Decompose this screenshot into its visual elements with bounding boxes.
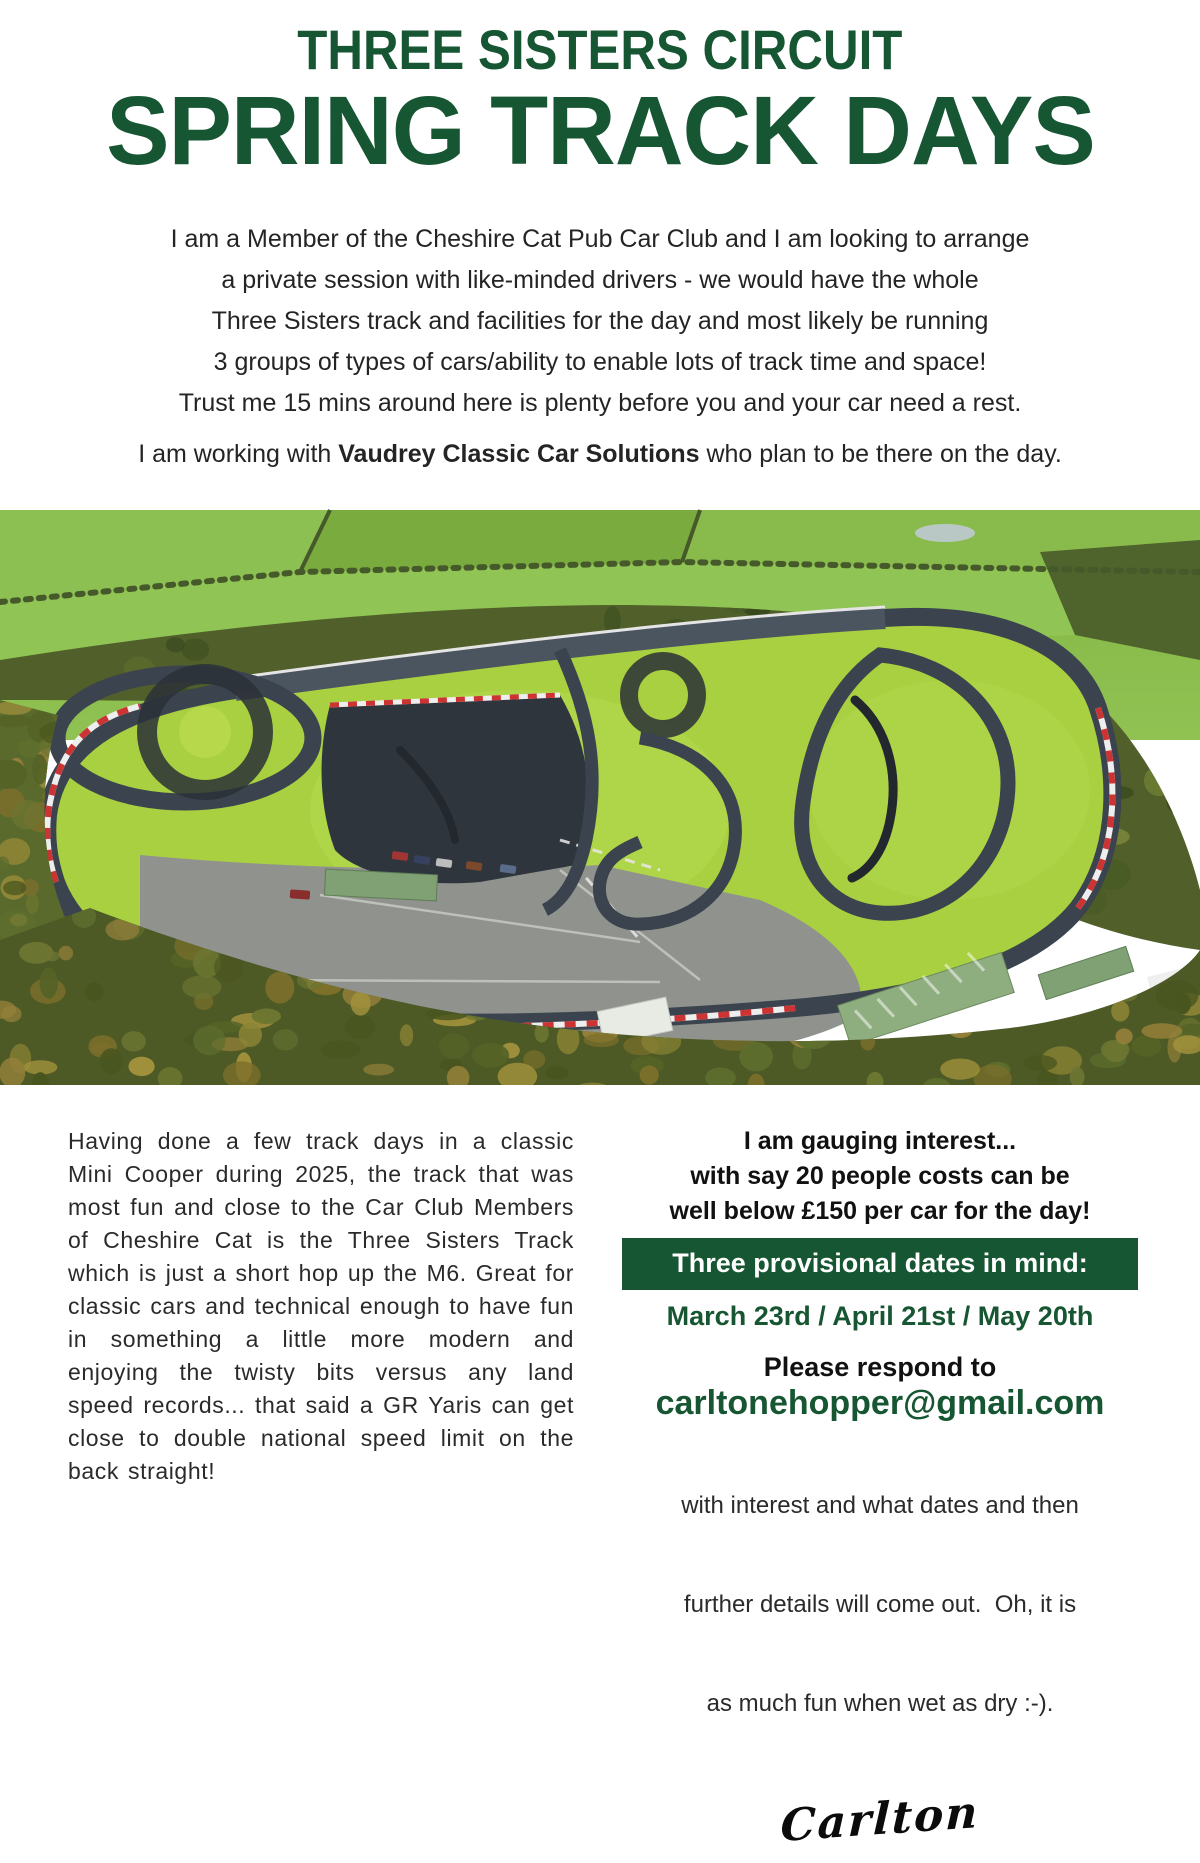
pond bbox=[915, 524, 975, 542]
intro-line: a private session with like-minded drivers - we would have the whole bbox=[221, 266, 979, 294]
page-subtitle: SPRING TRACK DAYS bbox=[105, 76, 1095, 185]
skid-circle-centre bbox=[179, 706, 231, 758]
intro-line: I am a Member of the Cheshire Cat Pub Car Club and I am looking to arrange bbox=[170, 225, 1030, 253]
signature: Carlton bbox=[779, 1786, 981, 1853]
interest-line: well below £150 per car for the day! bbox=[669, 1197, 1091, 1225]
followup-text bbox=[622, 1423, 1138, 1786]
tarmac-patch bbox=[322, 695, 589, 883]
intro-line: Trust me 15 mins around here is plenty before you and your car need a rest. bbox=[178, 389, 1022, 417]
partner-prefix: I am working with bbox=[138, 440, 339, 468]
followup-line: with interest and what dates and then bbox=[681, 1492, 1079, 1519]
followup-line: as much fun when wet as dry :-). bbox=[706, 1690, 1054, 1717]
interest-heading bbox=[622, 1124, 1138, 1229]
followup-line: further details will come out. Oh, it is bbox=[683, 1591, 1077, 1618]
interest-line: with say 20 people costs can be bbox=[690, 1162, 1070, 1190]
partner-line bbox=[0, 440, 1200, 469]
interest-line: I am gauging interest... bbox=[743, 1127, 1017, 1155]
intro-line: Three Sisters track and facilities for the day and most likely be running bbox=[211, 307, 989, 335]
dates-banner: Three provisional dates in mind: bbox=[622, 1238, 1138, 1290]
dates-line: March 23rd / April 21st / May 20th bbox=[666, 1301, 1094, 1331]
grass-light-patch bbox=[810, 680, 1090, 900]
respond-label: Please respond to bbox=[763, 1352, 997, 1382]
email-link[interactable]: carltonehopper@gmail.com bbox=[655, 1384, 1105, 1422]
header bbox=[0, 18, 1200, 185]
left-paragraph: Having done a few track days in a classic Mini Cooper during 2025, the track that was most fun and close to the Car Club Members of Cheshire Cat is the Three Sisters Track which is just a short hop up the M6. Great for classic cars and technical enough to have fun in something a little more modern and enjoying the twisty bits versus any land speed records... that said a GR Yaris can get close to double national speed limit on the back straight! bbox=[68, 1128, 574, 1484]
right-column bbox=[622, 1124, 1138, 1853]
page-title: THREE SISTERS CIRCUIT bbox=[297, 18, 903, 81]
aerial-track-photo bbox=[0, 510, 1200, 1085]
partner-name: Vaudrey Classic Car Solutions bbox=[338, 440, 700, 468]
partner-suffix: who plan to be there on the day. bbox=[699, 440, 1062, 468]
intro-line: 3 groups of types of cars/ability to enable lots of track time and space! bbox=[213, 348, 987, 376]
intro-paragraph bbox=[0, 219, 1200, 424]
